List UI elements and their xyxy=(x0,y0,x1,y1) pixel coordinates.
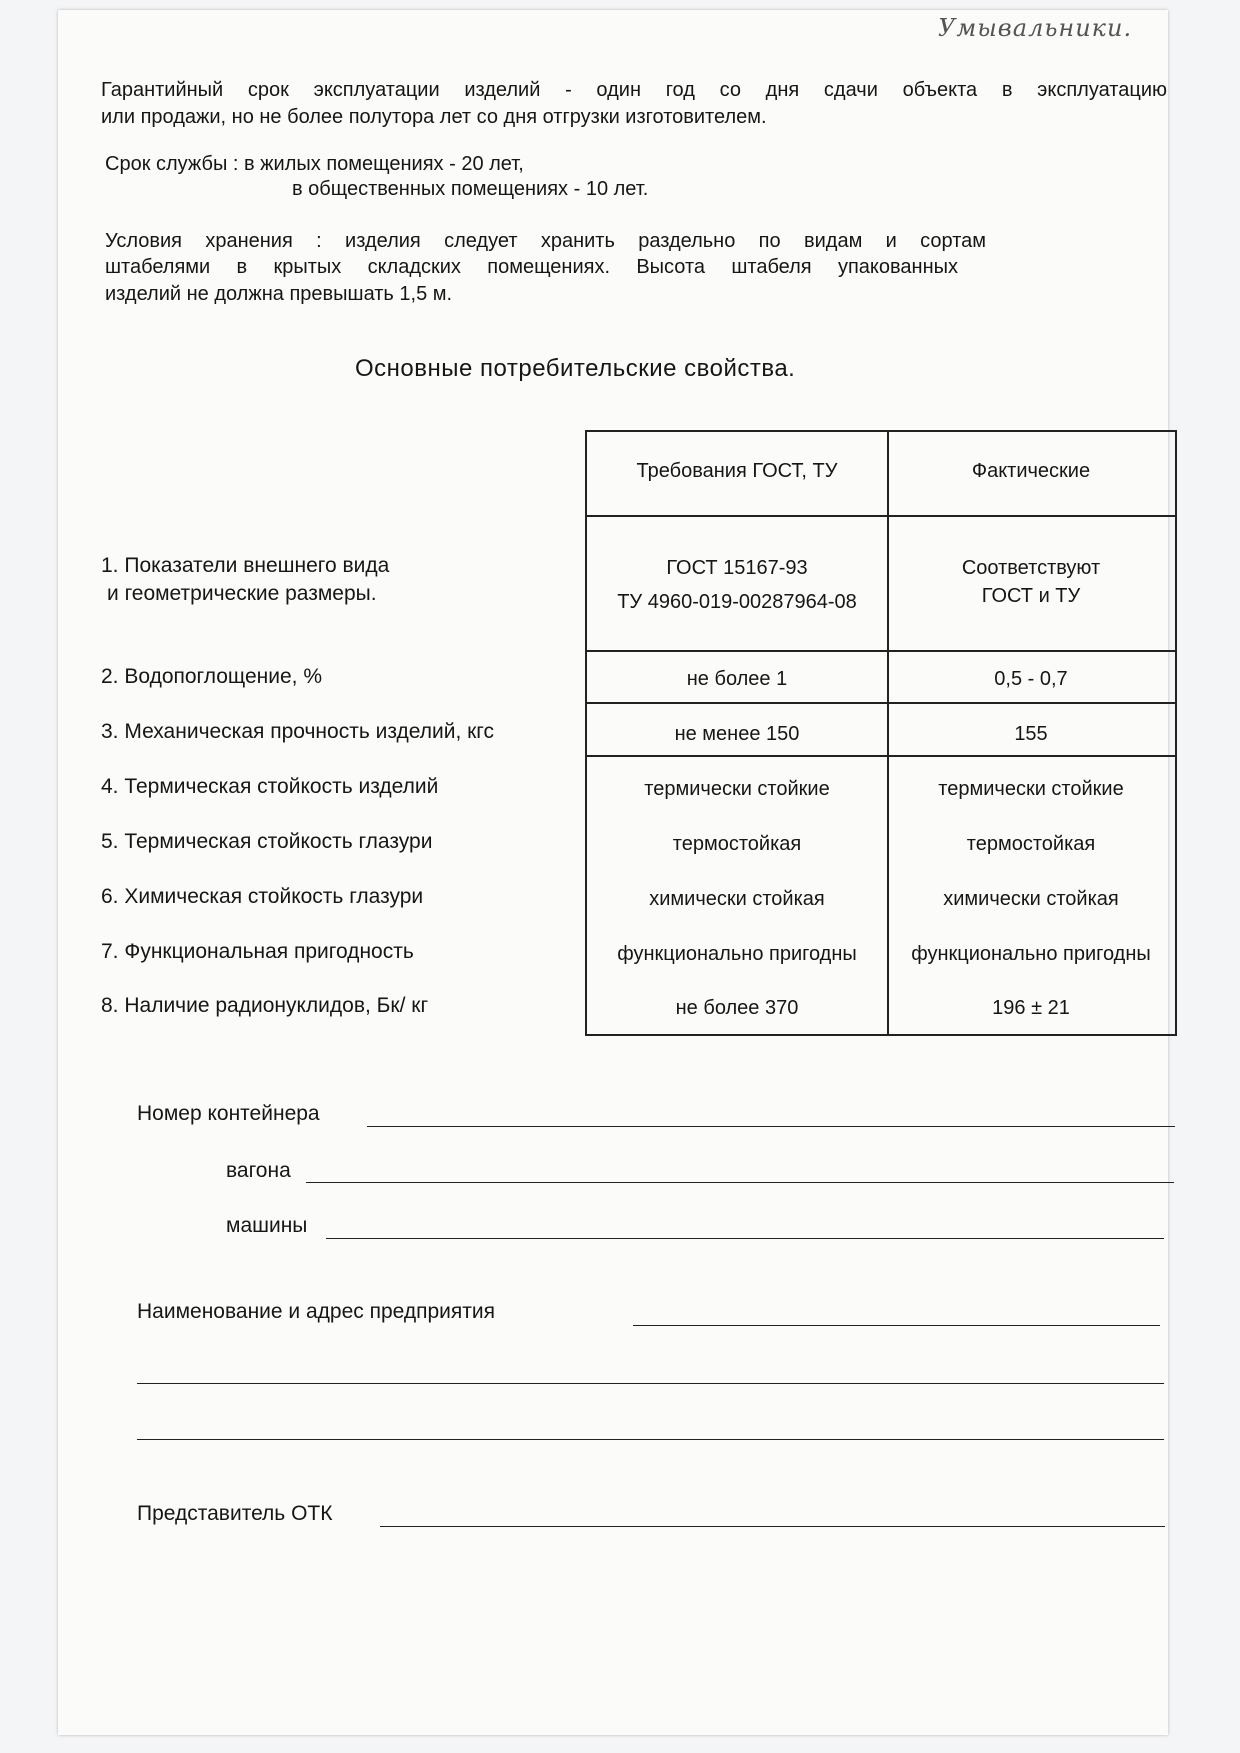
row1-req-line1: ГОСТ 15167-93 xyxy=(666,557,808,579)
row4-label: 4. Термическая стойкость изделий xyxy=(101,775,439,798)
storage-line-3: изделий не должна превышать 1,5 м. xyxy=(105,283,453,305)
storage-line-1: Условия хранения : изделия следует хранить раздельно по видам и сортам xyxy=(105,230,986,252)
row4-req: термически стойкие xyxy=(644,778,830,800)
row1-label-line2: и геометрические размеры. xyxy=(107,582,377,605)
enterprise-field-line-3[interactable] xyxy=(137,1439,1164,1440)
container-field[interactable] xyxy=(367,1126,1175,1127)
enterprise-field[interactable] xyxy=(633,1325,1160,1326)
header-requirements: Требования ГОСТ, ТУ xyxy=(636,460,838,482)
row2-req: не более 1 xyxy=(686,668,788,690)
row5-act: термостойкая xyxy=(966,833,1096,855)
row7-req: функционально пригодны xyxy=(617,943,857,965)
row4-act: термически стойкие xyxy=(938,778,1124,800)
properties-table xyxy=(585,430,1177,1036)
row6-act: химически стойкая xyxy=(943,888,1119,910)
row6-req: химически стойкая xyxy=(649,888,825,910)
properties-title: Основные потребительские свойства. xyxy=(355,355,796,382)
row6-label: 6. Химическая стойкость глазури xyxy=(101,885,424,908)
row1-act-line1: Соответствуют xyxy=(961,557,1101,579)
row7-label: 7. Функциональная пригодность xyxy=(101,940,414,963)
wagon-field[interactable] xyxy=(306,1182,1174,1183)
container-label: Номер контейнера xyxy=(137,1102,320,1125)
storage-line-2: штабелями в крытых складских помещениях. Высота штабеля упакованных xyxy=(105,256,958,278)
otk-field[interactable] xyxy=(380,1526,1165,1527)
row1-act-line2: ГОСТ и ТУ xyxy=(981,585,1081,607)
warranty-line-2: или продажи, но не более полутора лет со дня отгрузки изготовителем. xyxy=(101,106,767,128)
row8-req: не более 370 xyxy=(675,997,799,1019)
row8-act: 196 ± 21 xyxy=(992,997,1070,1019)
service-life-line-1: Срок службы : в жилых помещениях - 20 лет, xyxy=(105,153,524,175)
enterprise-label: Наименование и адрес предприятия xyxy=(137,1300,495,1323)
row3-req: не менее 150 xyxy=(674,723,800,745)
row7-act: функционально пригодны xyxy=(911,943,1151,965)
row1-label-line1: 1. Показатели внешнего вида xyxy=(101,554,390,577)
truck-field[interactable] xyxy=(326,1238,1164,1239)
row3-label: 3. Механическая прочность изделий, кгс xyxy=(101,720,495,743)
row1-req-line2: ТУ 4960-019-00287964-08 xyxy=(617,591,857,613)
truck-label: машины xyxy=(226,1214,308,1237)
row8-label: 8. Наличие радионуклидов, Бк/ кг xyxy=(101,994,429,1017)
service-life-line-2: в общественных помещениях - 10 лет. xyxy=(292,178,649,200)
row3-act: 155 xyxy=(1014,723,1048,745)
handwritten-note: Умывальники. xyxy=(938,14,1133,42)
otk-label: Представитель ОТК xyxy=(137,1502,333,1525)
enterprise-field-line-2[interactable] xyxy=(137,1383,1164,1384)
row5-req: термостойкая xyxy=(672,833,802,855)
header-actual: Фактические xyxy=(971,460,1091,482)
wagon-label: вагона xyxy=(226,1159,291,1182)
row2-label: 2. Водопоглощение, % xyxy=(101,665,322,688)
row5-label: 5. Термическая стойкость глазури xyxy=(101,830,433,853)
row2-act: 0,5 - 0,7 xyxy=(994,668,1068,690)
warranty-line-1: Гарантийный срок эксплуатации изделий - один год со дня сдачи объекта в эксплуатацию xyxy=(101,79,1167,101)
